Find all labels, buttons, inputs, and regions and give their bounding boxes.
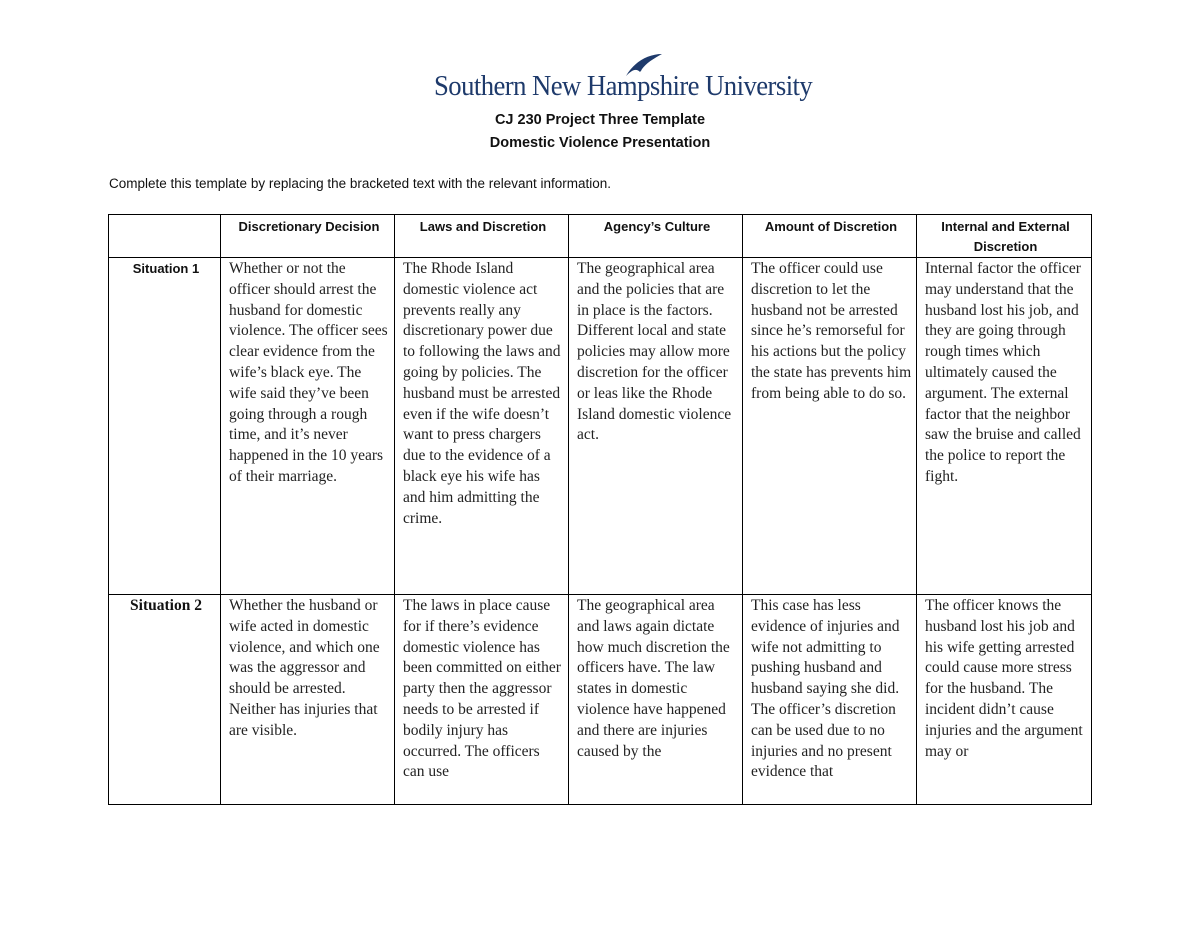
- column-header: Amount of Discretion: [743, 215, 917, 258]
- document-title: CJ 230 Project Three Template: [494, 112, 706, 128]
- column-header: Laws and Discretion: [395, 215, 569, 258]
- table-cell[interactable]: The Rhode Island domestic violence act prevents really any discretionary power due to following the laws and going by policies. The husband must be arrested even if the wife doesn’t want to press chargers due to the evidence of a black eye his wife has and him admitting the crime.: [395, 258, 569, 595]
- row-label: Situation 1: [109, 258, 221, 595]
- table-cell[interactable]: The officer knows the husband lost his job and his wife getting arrested could cause more stress for the husband. The incident didn’t cause injuries and the argument may or: [917, 595, 1092, 805]
- column-header: [109, 215, 221, 258]
- table-cell[interactable]: The geographical area and the policies that are in place is the factors. Different local and state policies may allow more discretion for the officer or leas like the Rhode Island domestic violence act.: [569, 258, 743, 595]
- table-cell[interactable]: Whether or not the officer should arrest the husband for domestic violence. The officer sees clear evidence from the wife’s black eye. The wife said they’ve been going through a rough time, and it’s never happened in the 10 years of their marriage.: [221, 258, 395, 595]
- table-header-row: [109, 215, 1092, 258]
- instructions-text: Complete this template by replacing the bracketed text with the relevant information.: [109, 176, 612, 191]
- table-cell[interactable]: The officer could use discretion to let the husband not be arrested since he’s remorseful for his actions but the policy the state has prevents him from being able to do so.: [743, 258, 917, 595]
- row-label: Situation 2: [109, 595, 221, 805]
- table-cell[interactable]: Whether the husband or wife acted in domestic violence, and which one was the aggressor and should be arrested. Neither has injuries that are visible.: [221, 595, 395, 805]
- university-logo: [434, 52, 813, 104]
- table-cell[interactable]: The laws in place cause for if there’s evidence domestic violence has been committed on either party then the aggressor needs to be arrested if bodily injury has occurred. The officers can use: [395, 595, 569, 805]
- university-name: Southern New Hampshire University: [434, 70, 813, 102]
- column-header: Agency’s Culture: [569, 215, 743, 258]
- table-cell[interactable]: The geographical area and laws again dictate how much discretion the officers have. The law states in domestic violence have happened and there are injuries caused by the: [569, 595, 743, 805]
- table-cell[interactable]: This case has less evidence of injuries and wife not admitting to pushing husband and husband saying she did. The officer’s discretion can be used due to no injuries and no present evidence that: [743, 595, 917, 805]
- table-cell[interactable]: Internal factor the officer may understand that the husband lost his job, and they are going through rough times which ultimately caused the argument. The external factor that the neighbor saw the bruise and called the police to report the fight.: [917, 258, 1092, 595]
- table-row: [109, 258, 1092, 595]
- column-header: Internal and External Discretion: [917, 215, 1092, 258]
- document-subtitle: Domestic Violence Presentation: [489, 135, 711, 151]
- discretion-table: [108, 214, 1092, 805]
- table-row: [109, 595, 1092, 805]
- column-header: Discretionary Decision: [221, 215, 395, 258]
